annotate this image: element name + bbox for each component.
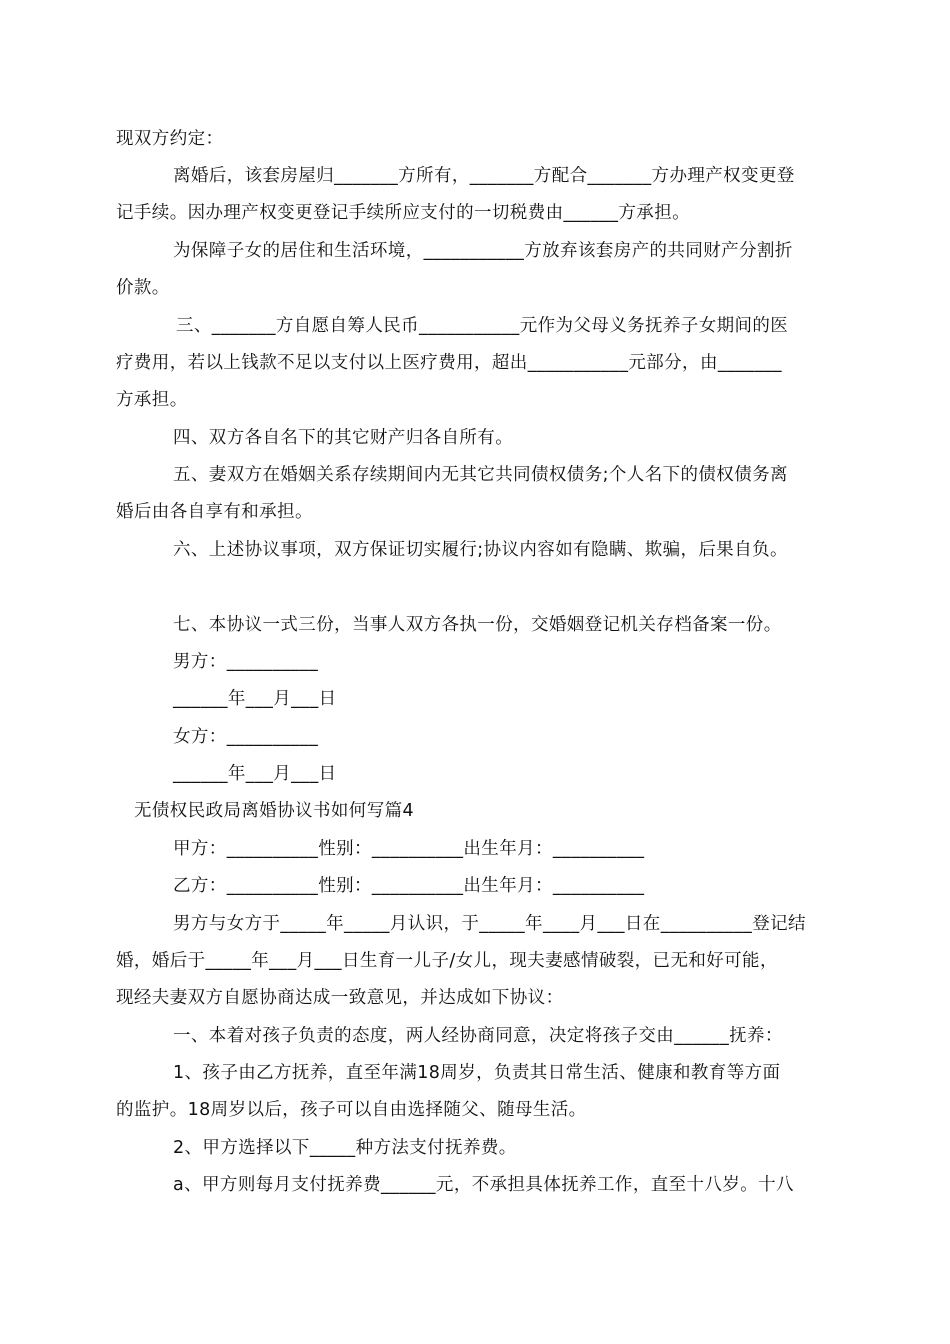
- paragraph-line: 七、本协议一式三份，当事人双方各执一份，交婚姻登记机关存档备案一份。: [173, 615, 782, 635]
- paragraph-line: 婚后由各自享有和承担。: [116, 502, 313, 522]
- paragraph-line: 五、妻双方在婚姻关系存续期间内无其它共同债权债务;个人名下的债权债务离: [173, 465, 788, 485]
- paragraph-line: 离婚后，该套房屋归_______方所有，_______方配合_______方办理产权变更登: [173, 166, 795, 186]
- section-heading: 无债权民政局离婚协议书如何写篇4: [134, 801, 415, 821]
- date-line: ______年___月___日: [173, 764, 337, 784]
- paragraph-line: 男方与女方于_____年_____月认识，于_____年____月___日在__________登记结: [173, 914, 806, 934]
- signature-line-female: 女方：__________: [173, 727, 319, 747]
- party-a-line: 甲方：__________性别：__________出生年月：__________: [173, 839, 645, 859]
- paragraph-line: 婚，婚后于_____年___月___日生育一儿子/女儿，现夫妻感情破裂，已无和好可能，: [116, 951, 778, 971]
- paragraph-line: 方承担。: [116, 390, 188, 410]
- paragraph-line: 现双方约定：: [116, 129, 224, 149]
- paragraph-line: 的监护。18周岁以后，孩子可以自由选择随父、随母生活。: [116, 1100, 587, 1120]
- date-line: ______年___月___日: [173, 689, 337, 709]
- paragraph-line: 2、甲方选择以下_____种方法支付抚养费。: [173, 1138, 517, 1158]
- signature-line-male: 男方：__________: [173, 652, 319, 672]
- paragraph-line: 一、本着对孩子负责的态度，两人经协商同意，决定将孩子交由______抚养：: [173, 1026, 783, 1046]
- paragraph-line: 1、孩子由乙方抚养，直至年满18周岁，负责其日常生活、健康和教育等方面: [173, 1063, 781, 1083]
- paragraph-line: 六、上述协议事项，双方保证切实履行;协议内容如有隐瞒、欺骗，后果自负。: [173, 540, 788, 560]
- paragraph-line: a、甲方则每月支付抚养费______元，不承担具体抚养工作，直至十八岁。十八: [173, 1175, 794, 1195]
- party-b-line: 乙方：__________性别：__________出生年月：__________: [173, 876, 645, 896]
- paragraph-line: 记手续。因办理产权变更登记手续所应支付的一切税费由______方承担。: [116, 203, 690, 223]
- paragraph-line: 四、双方各自名下的其它财产归各自所有。: [173, 428, 514, 448]
- paragraph-line: 三、_______方自愿自筹人民币___________元作为父母义务抚养子女期间的医: [176, 316, 789, 336]
- paragraph-line: 价款。: [116, 278, 170, 298]
- paragraph-line: 为保障子女的居住和生活环境，___________方放弃该套房产的共同财产分割折: [173, 241, 793, 261]
- paragraph-line: 疗费用，若以上钱款不足以支付以上医疗费用，超出___________元部分，由_______: [116, 353, 782, 373]
- paragraph-line: 现经夫妻双方自愿协商达成一致意见，并达成如下协议：: [116, 988, 564, 1008]
